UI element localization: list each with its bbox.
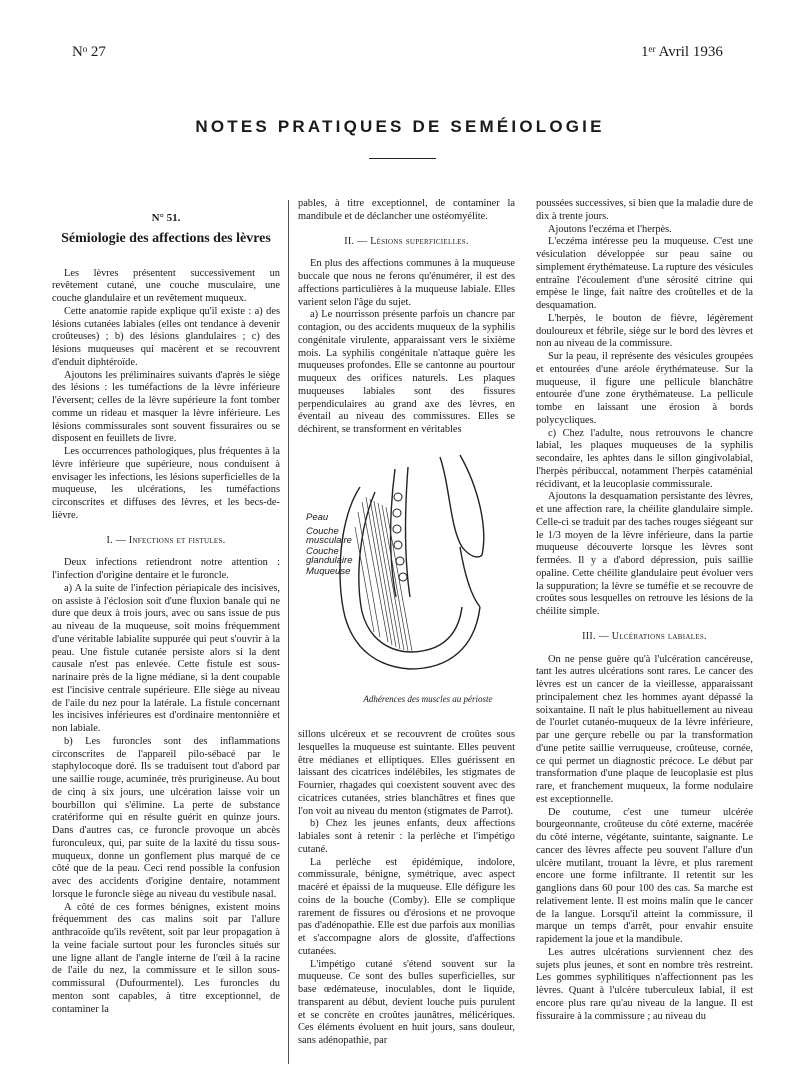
paragraph: En plus des affections communes à la muqueuse buccale que nous ne ferons qu'énumérer, il est des affections particulières à la muqueuse labiale. Elles varient selon l'âge du sujet.	[298, 258, 515, 308]
paragraph: L'impétigo cutané s'étend souvent sur la muqueuse. Ce sont des bulles superficielles, sur base œdémateuse, inoculables, dont le liquide, transparent au début, devient louche puis purulent et se concrète en croûtes jaunâtres, mélicériques. Ces éléments évoluent en huit jours, sans douleur, sans adénopathie, par	[298, 958, 515, 1046]
paragraph: Ajoutons la desquamation persistante des lèvres, et une affection rare, la chéilite glandulaire simple. Celle-ci se traduit par des taches rouges siégeant sur le 1/3 moyen de la lèvre inférieure, dans la partie muqueuse découverte lorsque les lèvres sont fermées. Il y a d'abord dépression, puis saillie opaline. Cette chéilite glandulaire peut évoluer vers la suppuration; la lèvre se tuméfie et se recouvre de croûtes sous lesquelles on retrouve les lésions de la chéilite simple.	[536, 491, 753, 617]
article-title: Sémiologie des affections des lèvres	[61, 230, 271, 246]
page-title: NOTES PRATIQUES DE SEMÉIOLOGIE	[195, 117, 605, 136]
paragraph: Les occurrences pathologiques, plus fréquentes à la lèvre inférieure que supérieure, nous conduisent à envisager les infections, les lésions superficielles de la muqueuse, les ulcérations, les tuméfactions circonscrites et diffuses des lèvres, et les becs-de-lièvre.	[52, 446, 280, 521]
label-couche-musculaire: Couche musculaire	[306, 526, 352, 546]
paragraph: Les autres ulcérations surviennent chez des sujets plus jeunes, et sont en nombre très restreint. Les gommes syphilitiques n'affectionnent pas les lèvres. Quant à l'ulcère tuberculeux labial, il est encore plus rare qu'au niveau de la langue. Il est fissuraire à la commissure ; au niveau du	[536, 946, 753, 1022]
paragraph: L'herpès, le bouton de fièvre, légèrement douloureux et fébrile, siège sur le bord des lèvres et non au niveau de la commissure.	[536, 312, 753, 350]
lip-anatomy-figure	[300, 447, 514, 725]
issue-date: 1ᵉʳ Avril 1936	[641, 44, 723, 60]
paragraph: poussées successives, si bien que la maladie dure de dix à trente jours.	[536, 198, 753, 222]
section-heading: III. — Ulcérations labiales.	[582, 630, 707, 642]
paragraph: Les lèvres présentent successivement un revêtement cutané, une couche musculaire, une couche glandulaire et un revêtement muqueux.	[52, 267, 280, 304]
paragraph: Cette anatomie rapide explique qu'il existe : a) des lésions cutanées labiales (elles ont tendance à devenir croûteuses) ; b) des lésions glandulaires ; c) des lésions muqueuses qui macèrent et se recouvrent d'enduit diphtéroïde.	[52, 305, 280, 368]
paragraph: A côté de ces formes bénignes, existent moins fréquemment des cas malins soit par l'allure anthracoïde qu'ils revêtent, soit par leur propagation à la veine faciale surtout pour les furoncles situés sur une ligne allant de l'angle interne de l'œil à la racine de l'aile du nez, la commissure et le sillon sous-commissural (Dufourmentel). Les furoncles du menton sont capables, à titre exceptionnel, de contaminer la	[52, 901, 280, 1015]
label-muqueuse: Muqueuse	[306, 566, 351, 577]
paragraph: La perlèche est épidémique, indolore, commissurale, bénigne, symétrique, avec aspect macéré et épaissi de la muqueuse. Elle défigure les coins de la bouche (Comby). Elle se complique rarement de fissures ou d'érosions et ne provoque pas d'adénopathie. Elle est due parfois aux monilias et s'accompagne alors de glossite, d'affections cutanées.	[298, 856, 515, 957]
paragraph: Ajoutons l'eczéma et l'herpès.	[548, 223, 672, 235]
column-2-continued	[298, 729, 515, 1048]
paragraph: sillons ulcéreux et se recouvrent de croûtes sous lesquelles la muqueuse est suintante. Elles peuvent être médianes et elliptiques. Elles guérissent en laissant des cicatrices indélébiles, les stigmates de Fournier, rhagades qui coexistent souvent avec des cicatrices cutanées, stries blanchâtres et fines que l'on voit au niveau du menton (stigmates de Parrot).	[298, 729, 515, 817]
column-1	[52, 200, 280, 1016]
paragraph: c) Chez l'adulte, nous retrouvons le chancre labial, les plaques muqueuses de la syphilis secondaire, les aphtes dans le sillon gingivolabial, l'herpès péribuccal, notamment l'herpès cataménial récidivant, et la leucoplasie commissurale.	[536, 427, 753, 490]
column-2	[298, 198, 515, 437]
note-number: N° 51.	[151, 212, 181, 224]
paragraph: Ajoutons les préliminaires suivants d'après le siège des lésions : les tuméfactions de la lèvre inférieure l'éversent; celles de la lèvre supérieure la font tomber comme un rideau et masquer la lèvre inférieure. Les lésions commissurales sont souvent fissuraires ou se disposent en feuillets de livre.	[52, 369, 280, 445]
column-3	[536, 198, 753, 1023]
paragraph: De coutume, c'est une tumeur ulcérée bourgeonnante, croûteuse du côté externe, macérée du côté interne, végétante, suintante, saignante. Le cancer des lèvres affecte peu souvent l'allure d'un ulcère mutilant, trouant la lèvre, et plus rarement encore une forme infiltrante. Il retentit sur les ganglions dans 60 pour 100 des cas. Sa marche est relativement lente. Il est moins malin que le cancer de la langue. Lorsqu'il atteint la commissure, il marque un temps d'arrêt, pour envahir ensuite rapidement la joue et la mandibule.	[536, 806, 753, 945]
paragraph: On ne pense guère qu'à l'ulcération cancéreuse, tant les autres ulcérations sont rares. Le cancer des lèvres est un cancer de la vieillesse, apparaissant principalement chez les hommes ayant dépassé la soixantaine. Il naît le plus habituellement au niveau de l'ourlet cutanéo-muqueux de la lèvre inférieure, par une gerçure rebelle ou par la transformation d'une petite saillie verruqueuse, croûteuse, cornée, ce qui permet un diagnostic précoce. Le début par transformation d'une plaque de leucoplasie est plus rare, et franchement muqueux, la forme nodulaire est exceptionnelle.	[536, 653, 753, 805]
issue-number: Nᵒ 27	[72, 44, 106, 60]
section-heading: I. — Infections et fistules.	[106, 534, 226, 546]
paragraph: b) Les furoncles sont des inflammations circonscrites de l'appareil pilo-sébacé par le staphylocoque doré. Ils se traduisent tout d'abord par une saillie rouge, acuminée, très prurigineuse. Au bout de cinq à six jours, une ulcération laisse voir un bourbillon qui s'élimine. La perte de substance cratériforme qui en résulte guérit en quinze jours. Dans d'autres cas, ce furoncle provoque un abcès furonculeux, qui, par suite de la laxité du tissu sous-muqueux, donne un gonflement plus marqué de ce côté que de la peau. Ceci rend possible la confusion avec des accidents d'origine dentaire, notamment lorsque le furoncle siège au niveau du vestibule nasal.	[52, 735, 280, 900]
paragraph: b) Chez les jeunes enfants, deux affections labiales sont à retenir : la perlèche et l'impétigo cutané.	[298, 818, 515, 855]
paragraph: L'eczéma intéresse peu la muqueuse. C'est une vésiculation développée sur peau saine ou simplement érythémateuse. La rupture des vésicules entraîne l'écoulement d'une sérosité citrine qui empèse le linge, fait naître des croûtelles et de la desquamation.	[536, 236, 753, 311]
section-heading: II. — Lésions superficielles.	[344, 235, 469, 247]
paragraph: pables, à titre exceptionnel, de contaminer la mandibule et de déclancher une ostéomyélite.	[298, 198, 515, 222]
paragraph: a) Le nourrisson présente parfois un chancre par contagion, ou des accidents muqueux de la syphilis congénitale virulente, apparaissant vers le sixième mois. La syphilis congénitale n'attaque guère les muqueuses profondes. Elle se cantonne au pourtour muqueux des orifices naturels. Les plaques muqueuses labiales sont des fissures perpendiculaires au grand axe des lèvres, en éventail au niveau des commissures. Elles se déchirent, se transforment en véritables	[298, 309, 515, 435]
label-couche-glandulaire: Couche glandulaire	[306, 546, 353, 566]
paragraph: Deux infections retiendront notre attention : l'infection d'origine dentaire et le furoncle.	[52, 557, 280, 581]
paragraph: Sur la peau, il représente des vésicules groupées et entourées d'une aréole érythémateuse. Sur la muqueuse, il figure une pellicule blanchâtre entourée d'une zone érythémateuse. La pellicule tombe en laissant une érosion à bords polycycliques.	[536, 351, 753, 426]
column-divider	[288, 200, 289, 1064]
title-rule	[369, 158, 436, 159]
figure-caption: Adhérences des muscles au périoste	[363, 694, 493, 704]
label-peau: Peau	[306, 512, 329, 523]
paragraph: a) A la suite de l'infection périapicale des incisives, on assiste à l'éclosion soit d'une fluxion banale qui ne dure que deux à trois jours, avec ou sans issue de pus au niveau de la muqueuse, soit moins fréquemment d'une véritable labialite suppurée qui peut s'ouvrir à la peau. Une fistule cutanée persiste alors si la dent causale n'est pas enlevée. Cette fistule est sous-narinaire près de la ligne médiane, si la dent coupable est l'incisive centrale supérieure. Elle siège au niveau de l'aile du nez pour la latérale. La fistule concernant les incisives inférieures est d'ordinaire mentonnière et non labiale.	[52, 582, 280, 734]
